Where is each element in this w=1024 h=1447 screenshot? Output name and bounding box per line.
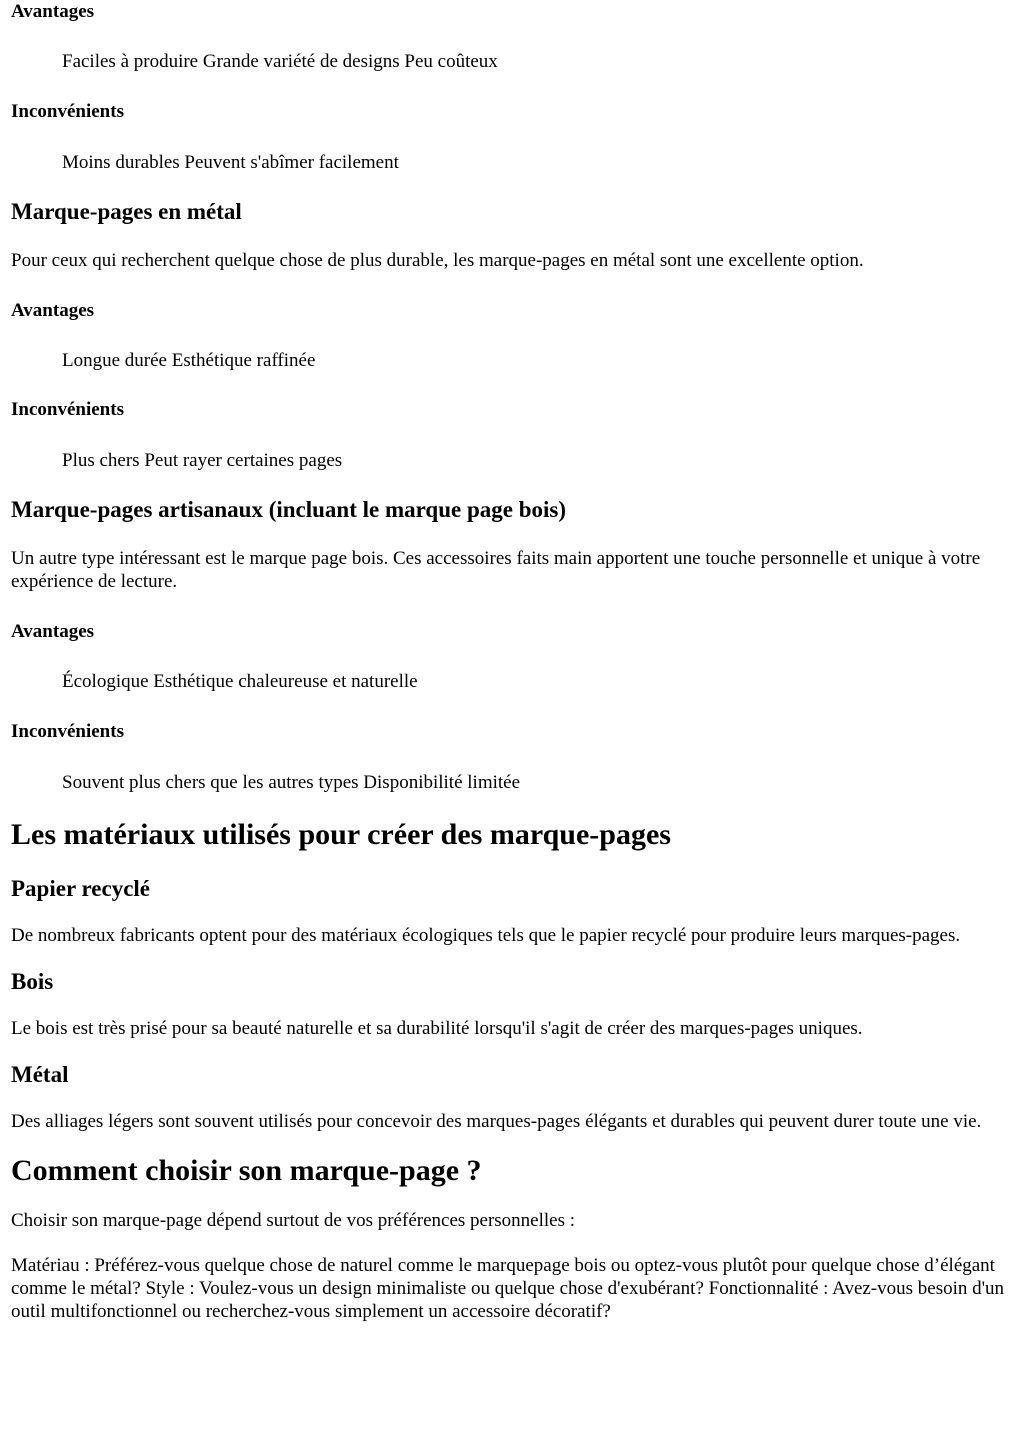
advantages-heading: Avantages xyxy=(11,1,95,22)
paragraph-paper: De nombreux fabricants optent pour des matériaux écologiques tels que le papier recyclé pour produire leurs marques-pages. xyxy=(11,925,961,946)
article-body xyxy=(0,1,1024,1323)
section-heading-metal: Marque-pages en métal xyxy=(11,199,242,224)
advantages-heading: Avantages xyxy=(11,621,95,642)
disadvantages-heading: Inconvénients xyxy=(11,721,124,742)
disadvantages-list: Plus chers Peut rayer certaines pages xyxy=(62,450,343,471)
paragraph-artisanal-intro: Un autre type intéressant est le marque page bois. Ces accessoires faits main apportent une touche personnelle et unique à votre expérience de lecture. xyxy=(11,548,981,592)
section-heading-materials: Les matériaux utilisés pour créer des marque-pages xyxy=(11,818,671,851)
paragraph-choose-details: Matériau : Préférez-vous quelque chose de naturel comme le marquepage bois ou optez-vous plutôt pour quelque chose d’élégant comme le métal? Style : Voulez-vous un design minimaliste ou quelque chose d'exubérant? Fonctionnalité : Avez-vous besoin d'un outil multifonctionnel ou recherchez-vous simplement un accessoire décoratif? xyxy=(11,1255,1005,1322)
disadvantages-list: Moins durables Peuvent s'abîmer facilement xyxy=(62,152,399,173)
paragraph-metal: Des alliages légers sont souvent utilisés pour concevoir des marques-pages élégants et durables qui peuvent durer toute une vie. xyxy=(11,1111,982,1132)
disadvantages-heading: Inconvénients xyxy=(11,399,124,420)
paragraph-metal-intro: Pour ceux qui recherchent quelque chose de plus durable, les marque-pages en métal sont une excellente option. xyxy=(11,250,864,271)
subheading-paper: Papier recyclé xyxy=(11,876,150,901)
subheading-wood: Bois xyxy=(11,969,54,994)
advantages-heading: Avantages xyxy=(11,300,95,321)
disadvantages-heading: Inconvénients xyxy=(11,101,124,122)
subheading-metal: Métal xyxy=(11,1062,69,1087)
advantages-list: Longue durée Esthétique raffinée xyxy=(62,350,316,371)
section-heading-choose: Comment choisir son marque-page ? xyxy=(11,1154,482,1187)
section-heading-artisanal: Marque-pages artisanaux (incluant le marque page bois) xyxy=(11,497,567,522)
advantages-list: Écologique Esthétique chaleureuse et naturelle xyxy=(62,671,418,692)
paragraph-wood: Le bois est très prisé pour sa beauté naturelle et sa durabilité lorsqu'il s'agit de créer des marques-pages uniques. xyxy=(11,1018,863,1039)
paragraph-choose-intro: Choisir son marque-page dépend surtout de vos préférences personnelles : xyxy=(11,1210,576,1231)
advantages-list: Faciles à produire Grande variété de designs Peu coûteux xyxy=(62,51,498,72)
disadvantages-list: Souvent plus chers que les autres types Disponibilité limitée xyxy=(62,772,521,793)
